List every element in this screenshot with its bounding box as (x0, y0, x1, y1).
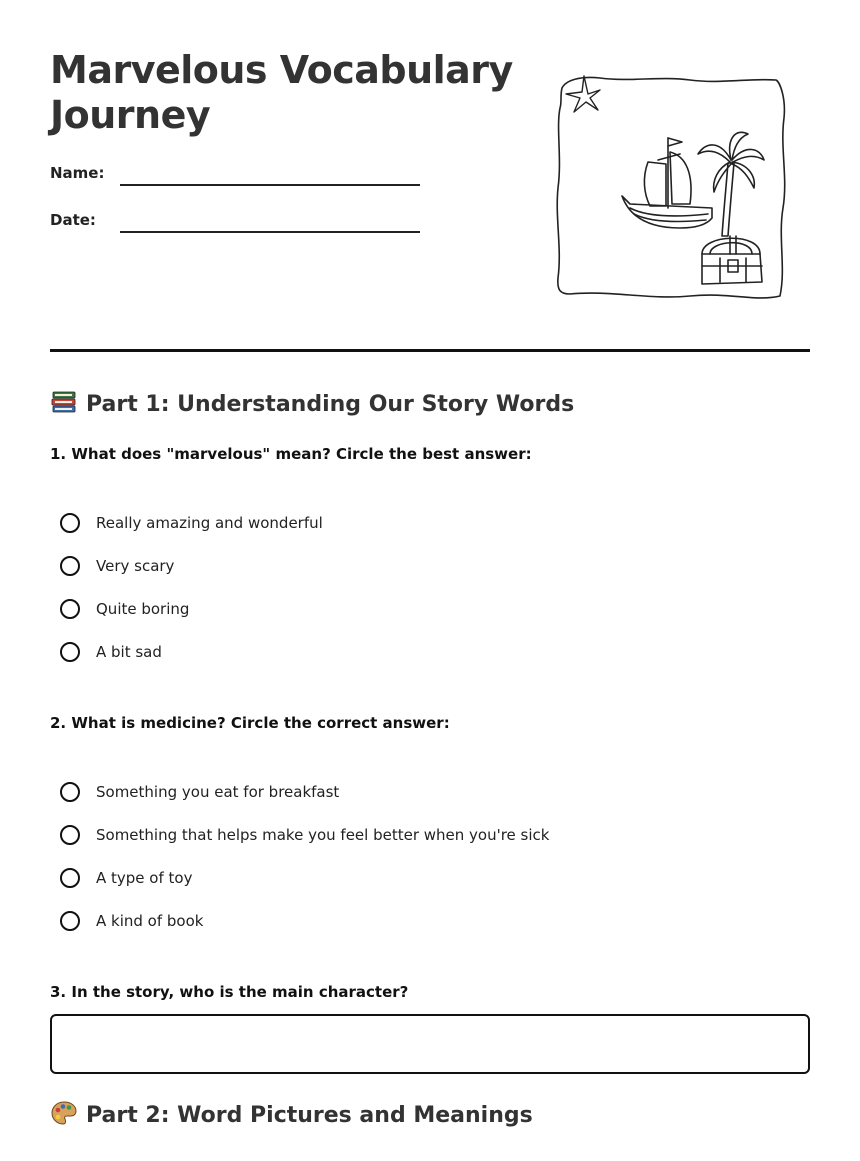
radio-circle[interactable] (60, 825, 80, 845)
question-1-option-2[interactable] (60, 553, 174, 579)
books-icon (50, 388, 78, 416)
question-2-option-3[interactable] (60, 865, 192, 891)
radio-circle[interactable] (60, 911, 80, 931)
option-label: Something that helps make you feel better when you're sick (96, 826, 550, 844)
option-label: A bit sad (96, 643, 162, 661)
treasure-map-icon (550, 68, 795, 308)
option-label: Something you eat for breakfast (96, 783, 340, 801)
question-3-answer-box[interactable] (50, 1014, 810, 1074)
radio-circle[interactable] (60, 642, 80, 662)
option-label: Really amazing and wonderful (96, 514, 323, 532)
radio-circle[interactable] (60, 868, 80, 888)
worksheet-title: Marvelous Vocabulary Journey (50, 48, 513, 137)
option-label: A type of toy (96, 869, 193, 887)
question-2: 2. What is medicine? Circle the correct answer: (50, 714, 450, 732)
part1-heading (50, 388, 574, 417)
radio-circle[interactable] (60, 513, 80, 533)
radio-circle[interactable] (60, 782, 80, 802)
palette-icon (50, 1099, 78, 1127)
radio-circle[interactable] (60, 556, 80, 576)
part2-heading (50, 1099, 533, 1128)
name-label: Name: (50, 164, 105, 182)
date-write-line[interactable] (120, 231, 420, 233)
question-1-option-3[interactable] (60, 596, 189, 622)
question-2-option-1[interactable] (60, 779, 339, 805)
part2-heading-text: Part 2: Word Pictures and Meanings (86, 1103, 533, 1128)
question-2-option-4[interactable] (60, 908, 203, 934)
part1-heading-text: Part 1: Understanding Our Story Words (86, 392, 575, 417)
question-1: 1. What does "marvelous" mean? Circle the best answer: (50, 445, 532, 463)
question-2-option-2[interactable] (60, 822, 549, 848)
name-write-line[interactable] (120, 184, 420, 186)
option-label: Quite boring (96, 600, 190, 618)
date-label: Date: (50, 211, 96, 229)
question-3: 3. In the story, who is the main character? (50, 983, 409, 1001)
header-divider (50, 349, 810, 352)
question-1-option-1[interactable] (60, 510, 323, 536)
option-label: Very scary (96, 557, 175, 575)
question-1-option-4[interactable] (60, 639, 162, 665)
option-label: A kind of book (96, 912, 204, 930)
radio-circle[interactable] (60, 599, 80, 619)
